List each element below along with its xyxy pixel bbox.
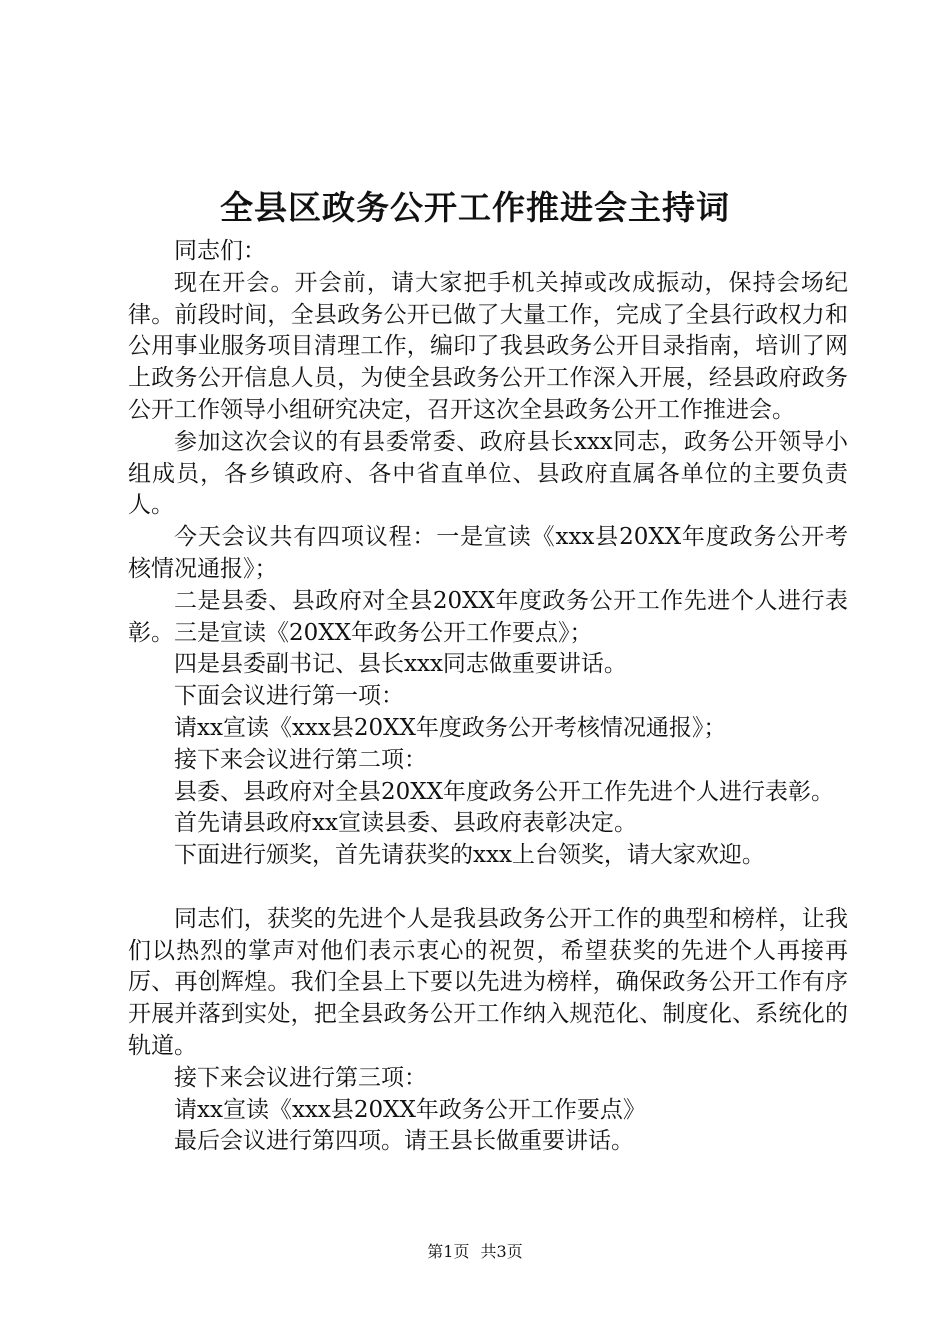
paragraph-item-2-decision: 首先请县政府xx宣读县委、县政府表彰决定。 bbox=[174, 810, 637, 837]
paragraph-item-2: 县委、县政府对全县20XX年度政务公开工作先进个人进行表彰。 bbox=[174, 778, 835, 805]
page-total: 共3页 bbox=[480, 1242, 523, 1261]
document-body bbox=[128, 236, 848, 1158]
paragraph-agenda-2-3: 二是县委、县政府对全县20XX年度政务公开工作先进个人进行表彰。三是宣读《20XX年政务公开工作要点》； bbox=[128, 587, 848, 646]
paragraph-agenda-1: 今天会议共有四项议程：一是宣读《xxx县20XX年度政务公开考核情况通报》； bbox=[128, 524, 848, 582]
page-footer bbox=[0, 1240, 950, 1264]
paragraph-item-1: 请xx宣读《xxx县20XX年度政务公开考核情况通报》； bbox=[174, 714, 727, 741]
paragraph-opening: 现在开会。开会前，请大家把手机关掉或改成振动，保持会场纪律。前段时间，全县政务公开已做了大量工作，完成了全县行政权力和公用事业服务项目清理工作，编印了我县政务公开目录指南，培训了网上政务公开信息人员，为使全县政务公开工作深入开展，经县政府政务公开工作领导小组研究决定，召开这次全县政务公开工作推进会。 bbox=[128, 269, 848, 423]
paragraph-item-2-intro: 接下来会议进行第二项： bbox=[174, 746, 427, 773]
paragraph-item-4: 最后会议进行第四项。请王县长做重要讲话。 bbox=[174, 1128, 634, 1155]
paragraph-salutation: 同志们： bbox=[174, 238, 266, 264]
paragraph-item-2-award: 下面进行颁奖，首先请获奖的xxx上台领奖，请大家欢迎。 bbox=[174, 842, 765, 869]
paragraph-congratulations: 同志们，获奖的先进个人是我县政务公开工作的典型和榜样，让我们以热烈的掌声对他们表示衷心的祝贺，希望获奖的先进个人再接再厉、再创辉煌。我们全县上下要以先进为榜样，确保政务公开工作有序开展并落到实处，把全县政务公开工作纳入规范化、制度化、系统化的轨道。 bbox=[128, 905, 848, 1059]
paragraph-item-1-intro: 下面会议进行第一项： bbox=[174, 683, 404, 710]
page-number: 第1页 bbox=[427, 1242, 470, 1261]
paragraph-attendees: 参加这次会议的有县委常委、政府县长xxx同志，政务公开领导小组成员，各乡镇政府、各中省直单位、县政府直属各单位的主要负责人。 bbox=[128, 428, 848, 519]
paragraph-agenda-4: 四是县委副书记、县长xxx同志做重要讲话。 bbox=[174, 651, 627, 678]
paragraph-item-3: 请xx宣读《xxx县20XX年政务公开工作要点》 bbox=[174, 1096, 646, 1123]
document-title: 全县区政务公开工作推进会主持词 bbox=[220, 188, 730, 227]
paragraph-item-3-intro: 接下来会议进行第三项： bbox=[174, 1064, 427, 1091]
